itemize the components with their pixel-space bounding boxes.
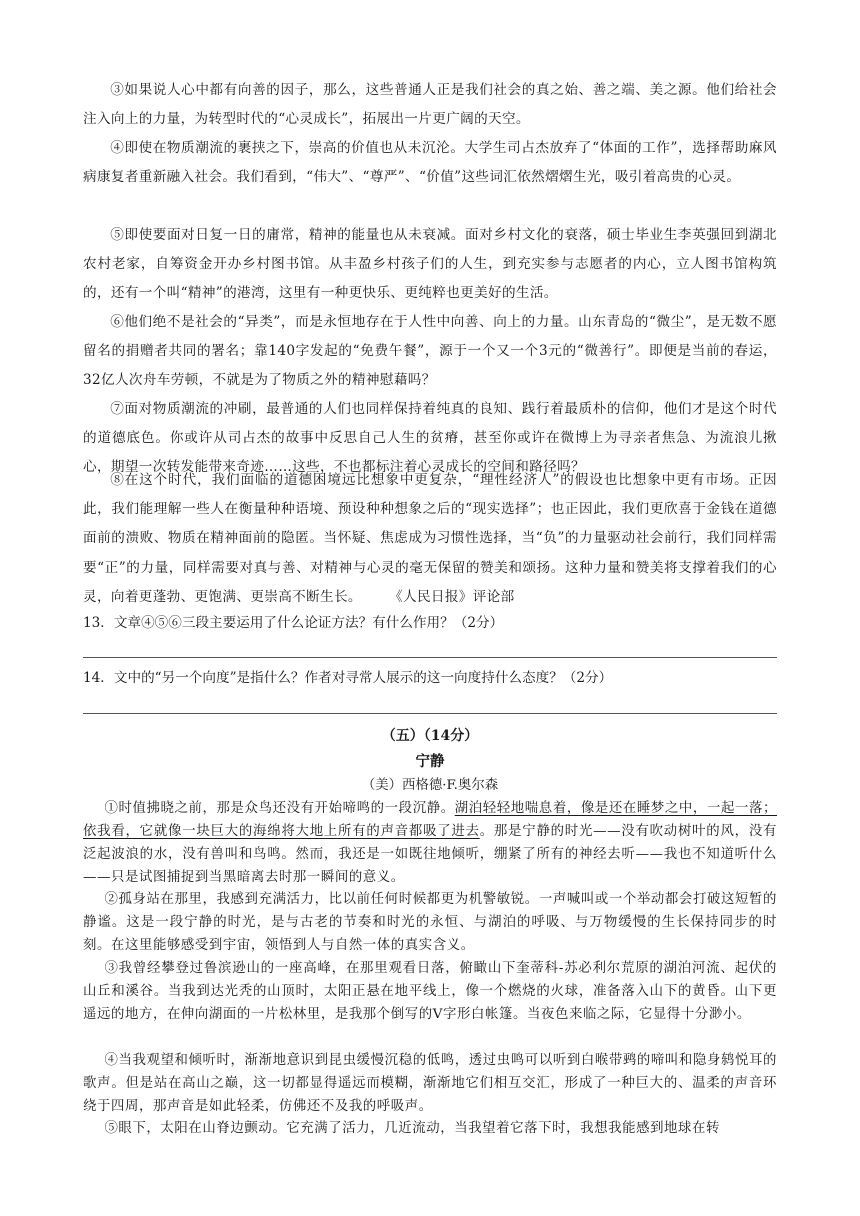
article-paragraph-4: ④即使在物质潮流的裹挟之下，崇高的价值也从未沉沦。大学生司占杰放弃了“体面的工作”，选择帮助麻风病康复者重新融入社会。我们看到，“伟大”、“尊严”、“价值”这些词汇依然熠熠生光，吸引着高贵的心灵。	[83, 140, 777, 186]
passage-paragraph-1	[83, 797, 777, 889]
article-paragraph-7: ⑦面对物质潮流的冲刷，最普通的人们也同样保持着纯真的良知、践行着最质朴的信仰，他们才是这个时代的道德底色。你或许从司占杰的故事中反思自己人生的贫瘠，甚至你或许在微博上为寻亲者焦急、为流浪儿揪心，期望一次转发能带来奇迹……这些，不也都标注着心灵成长的空间和路径吗？	[83, 401, 777, 476]
passage-paragraph-3: ③我曾经攀登过鲁滨逊山的一座高峰，在那里观看日落，俯瞰山下奎蒂科-苏必利尔荒原的湖泊河流、起伏的山丘和溪谷。当我到达光秃的山顶时，太阳正悬在地平线上，像一个燃烧的火球，准备落入山下的黄昏。山下更遥远的地方，在伸向湖面的一片松林里，是我那个倒写的V字形白帐篷。当夜色来临之际，它显得十分渺小。	[83, 961, 777, 1023]
passage-paragraph-4: ④当我观望和倾听时，渐渐地意识到昆虫缓慢沉稳的低鸣，透过虫鸣可以听到白喉带鹀的啼叫和隐身鸫悦耳的歌声。但是站在高山之巅，这一切都显得遥远而模糊，渐渐地它们相互交汇，形成了一种巨大的、温柔的声音环绕于四周，那声音是如此轻柔，仿佛还不及我的呼吸声。	[83, 1053, 777, 1115]
article-source: 《人民日报》评论部	[395, 588, 515, 605]
answer-line-13	[83, 657, 777, 658]
article-paragraph-5: ⑤即使要面对日复一日的庸常，精神的能量也从未衰减。面对乡村文化的衰落，硕士毕业生李英强回到湖北农村老家，自筹资金开办乡村图书馆。从丰盈乡村孩子们的人生，到充实参与志愿者的内心，立人图书馆构筑的，还有一个叫“精神”的港湾，这里有一种更快乐、更纯粹也更美好的生活。	[83, 227, 777, 302]
article-paragraph-3: ③如果说人心中都有向善的因子，那么，这些普通人正是我们社会的真之始、善之端、美之源。他们给社会注入向上的力量，为转型时代的“心灵成长”，拓展出一片更广阔的天空。	[83, 82, 777, 128]
passage-paragraph-1-start: ①时值拂晓之前，那是众鸟还没有开始啼鸣的一段沉静。	[104, 801, 455, 816]
article-paragraph-8-text: ⑧在这个时代，我们面临的道德困境远比想象中更复杂，“理性经济人”的假设也比想象中更有市场。正因此，我们能理解一些人在衡量种种语境、预设种种想象之后的“现实选择”；也正因此，我们更欣喜于金钱在道德面前的溃败、物质在精神面前的隐匿。当怀疑、焦虑成为习惯性选择，当“负”的力量驱动社会前行，我们同样需要“正”的力量，同样需要对真与善、对精神与心灵的毫无保留的赞美和颂扬。这种力量和赞美将支撑着我们的心灵，向着更蓬勃、更饱满、更崇高不断生长。	[83, 472, 777, 605]
passage-title: 宁静	[415, 753, 445, 770]
article-paragraph-6: ⑥他们绝不是社会的“异类”，而是永恒地存在于人性中向善、向上的力量。山东青岛的“微尘”，是无数不愿留名的捐赠者共同的署名；靠140字发起的“免费午餐”，源于一个又一个3元的“微善行”。即便是当前的春运，32亿人次舟车劳顿，不就是为了物质之外的精神慰藉吗？	[83, 314, 777, 389]
question-13: 13．文章④⑤⑥三段主要运用了什么论证方法？有什么作用？（2分）	[83, 615, 504, 631]
answer-line-14	[83, 713, 777, 714]
section-header: （五）（14分）	[381, 728, 479, 744]
underlined-sentence: 湖泊轻轻地喘息着，像是还在睡梦之中，一起一落；依我看，它就像一块巨大的海绵将大地上所有的声音都吸了进去	[83, 801, 777, 840]
passage-author: （美）西格德·F.奥尔森	[361, 778, 499, 793]
article-paragraph-8	[83, 466, 777, 612]
passage-paragraph-5: ⑤眼下，太阳在山脊边颤动。它充满了活力，几近流动，当我望着它落下时，我想我能感到地球在转	[104, 1121, 721, 1136]
question-14: 14．文中的“另一个向度”是指什么？作者对寻常人展示的这一向度持什么态度？（2分）	[83, 670, 613, 686]
passage-paragraph-2: ②孤身站在那里，我感到充满活力，比以前任何时候都更为机警敏锐。一声喊叫或一个举动都会打破这短暂的静谧。这是一段宁静的时光，是与古老的节奏和时光的永恒、与湖泊的呼吸、与万物缓慢的生长保持同步的时刻。在这里能够感受到宇宙，领悟到人与自然一体的真实含义。	[83, 892, 777, 954]
passage-paragraph-1-end: 。那是宁静的时光——没有吹动树叶的风，没有泛起波浪的水，没有兽叫和鸟鸣。然而，我还是一如既往地倾听，绷紧了所有的神经去听——我也不知道听什么——只是试图捕捉到当黑暗离去时那一瞬间的意义。	[83, 824, 777, 886]
